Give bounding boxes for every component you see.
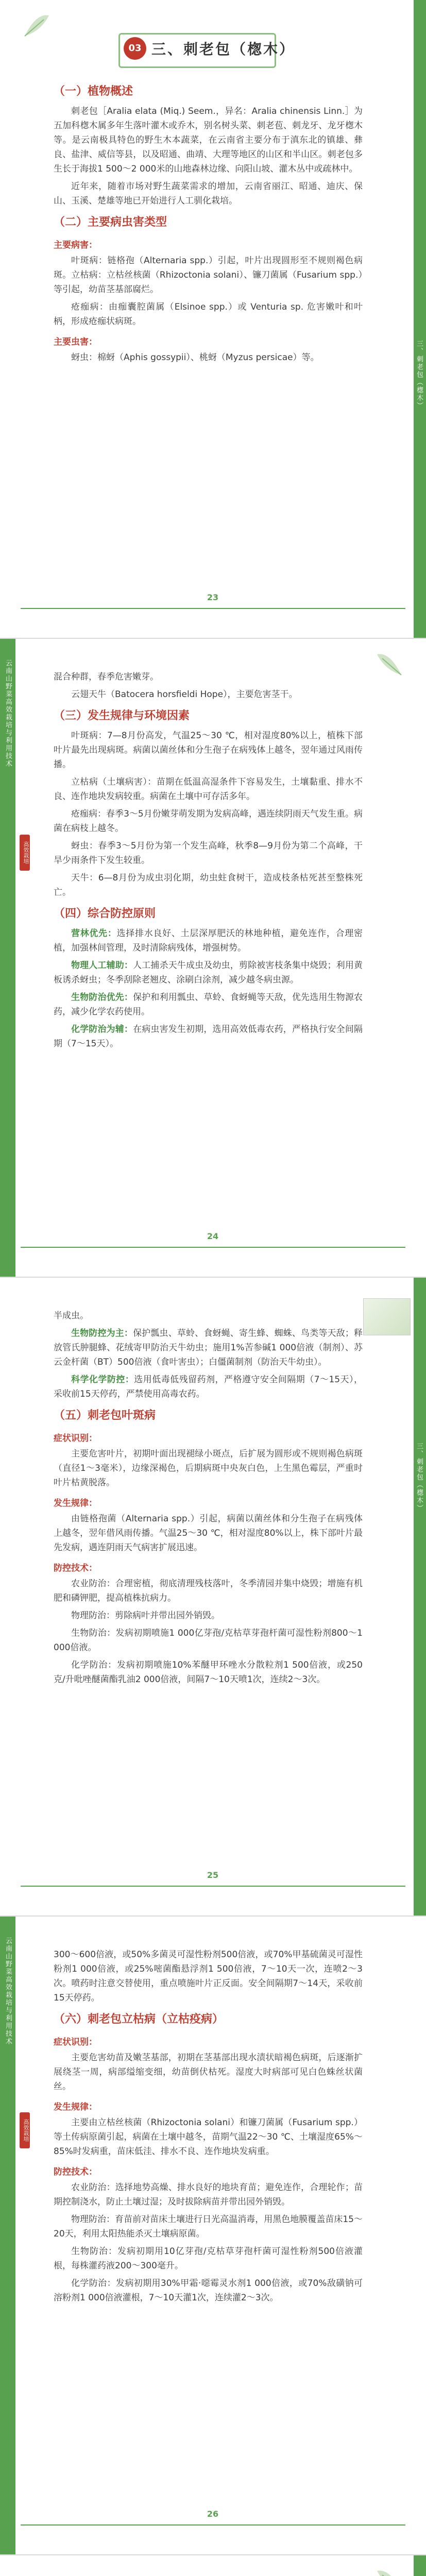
page-body — [54, 670, 363, 1054]
section-heading: （五）刺老包叶斑病 — [54, 1409, 156, 1422]
right-green-band — [414, 1278, 426, 1916]
term-text: 选用低毒低残留药剂，严格遵守安全间隔期（7～15天），采收前15天停药，严禁使用高毒农药。 — [54, 1375, 363, 1399]
page-body — [54, 1309, 363, 1690]
paragraph: 蚜虫：春季3～5月份为第一个发生高峰，秋季8—9月份为第二个高峰，干旱少雨条件下发生较重。 — [54, 841, 363, 866]
section-heading: （四）综合防控原则 — [54, 907, 156, 920]
left-chapter-badge: 高效栽培 — [20, 835, 30, 871]
page-26 — [0, 1917, 426, 2554]
paragraph: 主要危害幼苗及嫩茎基部，初期在茎基部出现水渍状暗褐色病斑，后逐渐扩展绕茎一周，病部缢缩变细，幼苗倒伏枯死。湿度大时病部可见白色蛛丝状菌丝。 — [54, 2053, 363, 2092]
paragraph: 半成虫。 — [54, 1311, 89, 1321]
page-23 — [0, 0, 426, 638]
right-green-band — [414, 0, 426, 638]
subheading: 主要病害： — [54, 240, 97, 250]
term-label: 化学防治为辅： — [71, 1024, 133, 1035]
paragraph: 主要由立枯丝核菌（Rhizoctonia solani）和镰刀菌属（Fusarium spp.）等土传病原菌引起，病菌在土壤中越冬，苗期气温22～30 ℃、土壤湿度65%～85%时发病重，苗床低洼、排水不良、连作地块发病重。 — [54, 2117, 363, 2157]
paragraph: 刺老包［Aralia elata (Miq.) Seem.，异名：Aralia chinensis Linn.］为五加科楤木属多年生落叶灌木或乔木，别名树头菜、刺老苞、刺龙牙、龙牙楤木等。是云南极具特色的野生木本蔬菜，在云南省主要分布于滇东北的镇雄、彝良、盐津、威信等县，以及昭通、曲靖、大理等地区的山区和半山区。刺老包多生长于海拔1 500～2 000米的山地森林边缘、向阳山坡、灌木丛中或疏林中。 — [54, 106, 363, 174]
paragraph: 叶斑病：链格孢（Alternaria spp.）引起，叶片出现圆形至不规则褐色病斑。立枯病：立枯丝核菌（Rhizoctonia solani）、镰刀菌属（Fusarium spp.）等引起，幼苗茎基部腐烂。 — [54, 256, 363, 295]
paragraph: 300～600倍液，或50%多菌灵可湿性粉剂500倍液，或70%甲基硫菌灵可湿性粉剂1 000倍液，或25%嘧菌酯悬浮剂1 500倍液，7～10天一次，连喷2～3次。喷药时注意交替使用，重点喷施叶片正反面。安全间隔期7～14天，采收前15天停药。 — [54, 1950, 363, 2003]
term-label: 生物防治优先： — [71, 992, 133, 1003]
paragraph: 生物防治：发病初期喷施1 000亿芽孢/克枯草芽孢杆菌可湿性粉剂800～1 000倍液。 — [54, 1628, 363, 1653]
right-chapter-tag: 三、刺老包（楤木） — [415, 340, 423, 410]
term-text: 选择排水良好、土层深厚肥沃的林地种植，避免连作，合理密植，加强林间管理，及时清除病残体，增强树势。 — [54, 928, 363, 953]
paragraph: 由链格孢菌（Alternaria spp.）引起，病菌以菌丝体和分生孢子在病残体上越冬，翌年借风雨传播。气温25～30 ℃，相对湿度80%以上，株下部叶片最先发病，遇连阴雨天气病害扩展迅速。 — [54, 1514, 363, 1553]
section-heading: （一）植物概述 — [54, 85, 133, 98]
left-book-tag: 云南山野菜高效栽培与利用技术 — [4, 1937, 12, 2045]
paragraph: 主要危害叶片，初期叶面出现褪绿小斑点，后扩展为圆形或不规则褐色病斑（直径1～3毫米），边缘深褐色，后期病斑中央灰白色，上生黑色霉层，严重时叶片枯黄脱落。 — [54, 1449, 363, 1488]
term-text: 保护瓢虫、草蛉、食蚜蝇、寄生蜂、蜘蛛、鸟类等天敌；释放管氏肿腿蜂、花绒寄甲防治天牛幼虫；施用1%苦参碱1 000倍液（制剂）、苏云金杆菌（BT）500倍液（食叶害虫）；白僵菌制剂（防治天牛幼虫）。 — [54, 1328, 363, 1367]
page-body — [54, 1947, 363, 2308]
chapter-number-badge: 03 — [124, 37, 146, 60]
left-chapter-badge: 高效栽培 — [20, 2112, 30, 2148]
paragraph: 物理防治：剪除病叶并带出园外销毁。 — [71, 1611, 220, 1621]
page-25 — [0, 1278, 426, 1916]
right-green-band — [414, 2555, 426, 2576]
paragraph: 化学防治：发病初期喷施10%苯醚甲环唑水分散粒剂1 500倍液，或250克/升吡唑醚菌酯乳油2 000倍液，间隔7～10天喷1次，连续2～3次。 — [54, 1660, 363, 1685]
right-chapter-tag: 三、刺老包（楤木） — [415, 1443, 423, 1512]
chapter-title: 三、刺老包（楤木） — [151, 41, 296, 58]
leaf-ornament-icon — [374, 649, 405, 680]
subheading: 症状识别： — [54, 2037, 97, 2047]
paragraph: 生物防治：发病初期用10亿芽孢/克枯草芽孢杆菌可湿性粉剂500倍液灌根，每株灌药液200～300毫升。 — [54, 2246, 363, 2271]
paragraph: 近年来，随着市场对野生蔬菜需求的增加，云南省丽江、昭通、迪庆、保山、玉溪、楚雄等地已开始进行人工驯化栽培。 — [54, 181, 363, 206]
term-label: 物理人工辅助： — [71, 960, 133, 971]
paragraph: 农业防治：合理密植，彻底清理残枝落叶，冬季清园并集中烧毁；增施有机肥和磷钾肥，提高植株抗病力。 — [54, 1579, 363, 1603]
page-number: 26 — [207, 2509, 219, 2519]
subheading: 发生规律： — [54, 1498, 97, 1509]
subheading: 症状识别： — [54, 1433, 97, 1444]
paragraph: 化学防治：发病初期用30%甲霜·噁霉灵水剂1 000倍液，或70%敌磺钠可溶粉剂1 000倍液灌根，7～10天灌1次，连续灌2～3次。 — [54, 2278, 363, 2303]
section-heading: （二）主要病虫害类型 — [54, 216, 167, 229]
section-heading: （六）刺老包立枯病（立枯疫病） — [54, 2013, 224, 2026]
paragraph: 物理防治：育苗前对苗床土壤进行日光高温消毒，用黑色地膜覆盖苗床15～20天，利用太阳热能杀灭土壤病原菌。 — [54, 2214, 363, 2239]
footer-rule — [21, 2524, 405, 2526]
left-book-tag: 云南山野菜高效栽培与利用技术 — [4, 659, 12, 768]
paragraph: 混合种群，春季危害嫩芽。 — [54, 672, 159, 682]
leaf-ornament-icon — [374, 2566, 405, 2576]
subheading: 主要虫害： — [54, 337, 97, 347]
page-body — [54, 77, 363, 368]
section-heading: （三）发生规律与环境因素 — [54, 709, 190, 722]
paragraph: 蚜虫：棉蚜（Aphis gossypii）、桃蚜（Myzus persicae）等。 — [71, 352, 319, 363]
leaf-ornament-icon — [21, 10, 52, 41]
paragraph: 疮痂病：春季3～5月份嫩芽萌发期为发病高峰，遇连续阴雨天气发生重。病菌在病枝上越冬。 — [54, 809, 363, 834]
term-text: 保护和利用瓢虫、草蛉、食蚜蝇等天敌，优先选用生物源农药，减少化学农药使用。 — [54, 992, 363, 1017]
term-text: 在病虫害发生初期，选用高效低毒农药，严格执行安全间隔期（7～15天）。 — [54, 1024, 363, 1049]
page-number: 23 — [207, 592, 219, 602]
paragraph: 立枯病（土壤病害）：苗期在低温高湿条件下容易发生，土壤黏重、排水不良、连作地块发病较重。病菌在土壤中可存活多年。 — [54, 777, 363, 802]
term-text: 人工捕杀天牛成虫及幼虫，剪除被害枝条集中烧毁；利用黄板诱杀蚜虫；冬季刮除老翘皮、涂刷白涂剂，减少越冬病虫源。 — [54, 960, 363, 985]
term-label: 营林优先： — [71, 928, 117, 939]
term-label: 科学化学防控： — [71, 1375, 134, 1385]
page-number: 24 — [207, 1231, 219, 1241]
paragraph: 农业防治：选择地势高燥、排水良好的地块育苗；避免连作，合理轮作；苗期控制浇水，防止土壤过湿；及时拔除病苗并带出园外销毁。 — [54, 2182, 363, 2207]
footer-rule — [21, 1886, 405, 1887]
paragraph: 云翅天牛（Batocera horsfieldi Hope），主要危害茎干。 — [71, 689, 298, 700]
page-27 — [0, 2555, 426, 2576]
paragraph: 叶斑病：7—8月份高发，气温25～30 ℃，相对湿度80%以上，植株下部叶片最先出现病斑。病菌以菌丝体和分生孢子在病残体上越冬，翌年通过风雨传播。 — [54, 731, 363, 770]
subheading: 防控技术： — [54, 2167, 97, 2177]
paragraph: 疮痂病：由痂囊腔菌属（Elsinoe spp.）或 Venturia sp. 危害嫩叶和叶柄，形成疮痂状病斑。 — [54, 302, 363, 327]
subheading: 防控技术： — [54, 1563, 97, 1573]
term-label: 生物防控为主： — [71, 1328, 133, 1338]
page-24 — [0, 639, 426, 1277]
footer-rule — [21, 608, 405, 609]
footer-rule — [21, 1247, 405, 1248]
subheading: 发生规律： — [54, 2102, 97, 2112]
paragraph: 天牛：6—8月份为成虫羽化期，幼虫蛀食树干，造成枝条枯死甚至整株死亡。 — [54, 873, 363, 897]
thumbnail-photo — [363, 1298, 411, 1335]
page-number: 25 — [207, 1870, 219, 1880]
